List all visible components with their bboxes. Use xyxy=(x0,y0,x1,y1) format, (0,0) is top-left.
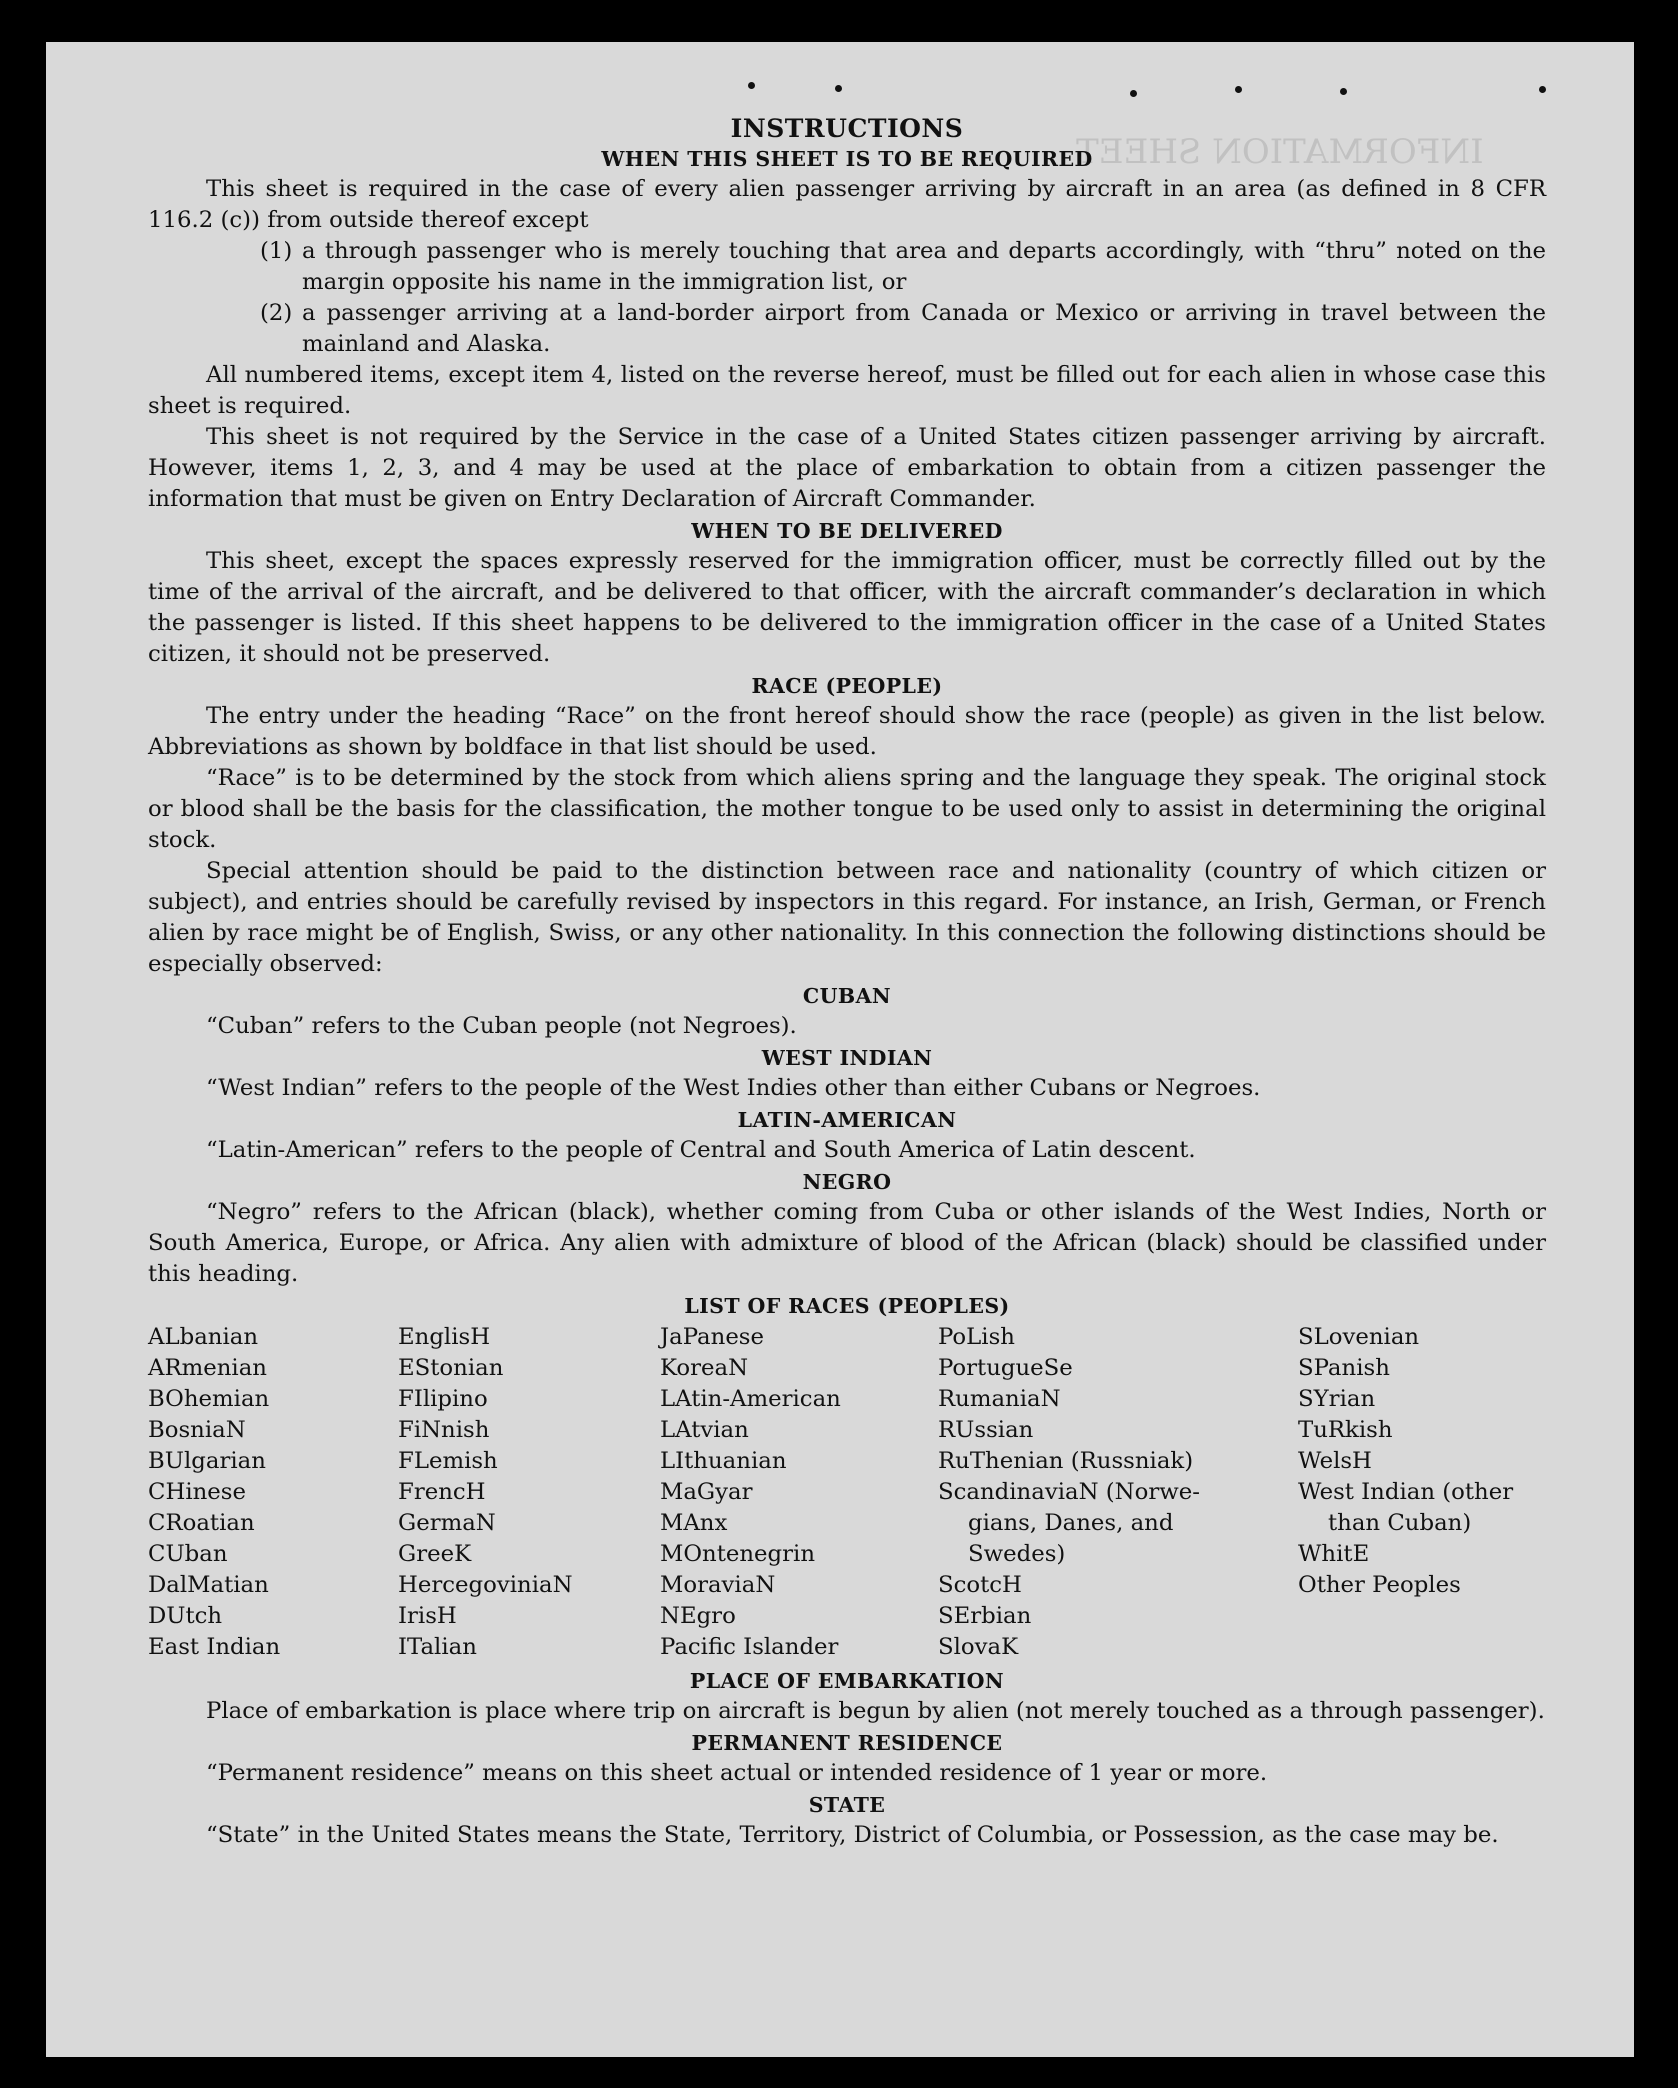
paragraph: This sheet is required in the case of every alien passenger arriving by aircraft in an area (as defined in 8 CFR 116.2 (c)) from outside thereof except xyxy=(148,176,1546,233)
races-list xyxy=(148,1322,1546,1663)
race-entry: EnglisH xyxy=(398,1324,491,1350)
races-column xyxy=(938,1322,1298,1663)
race-entry: FiNnish xyxy=(398,1417,490,1443)
punch-hole xyxy=(1130,90,1137,97)
race-entry-continued: gians, Danes, and xyxy=(968,1510,1174,1536)
race-entry: HercegoviniaN xyxy=(398,1572,573,1598)
race-entry: GreeK xyxy=(398,1541,472,1567)
paragraph: “Race” is to be determined by the stock from which aliens spring and the language they speak. The original stock or blood shall be the basis for the classification, the mother tongue to be used only to assist in determining the original stock. xyxy=(148,765,1546,853)
race-entry: SlovaK xyxy=(938,1634,1019,1660)
race-entry: RUssian xyxy=(938,1417,1034,1443)
race-entry: PoLish xyxy=(938,1324,1015,1350)
paragraph: Special attention should be paid to the distinction between race and nationality (country of which citizen or subject), and entries should be carefully revised by inspectors in this regard. For instance, an Irish, German, or French alien by race might be of English, Swiss, or any other nationality. In this connection the following distinctions should be especially observed: xyxy=(148,858,1546,977)
race-entry: BOhemian xyxy=(148,1386,270,1412)
punch-hole xyxy=(1235,86,1242,93)
races-column xyxy=(1298,1322,1546,1663)
item-number: (2) xyxy=(260,300,293,326)
race-entry: CHinese xyxy=(148,1479,246,1505)
race-entry: NEgro xyxy=(660,1603,736,1629)
race-entry: SErbian xyxy=(938,1603,1032,1629)
race-entry: LAtin-American xyxy=(660,1386,841,1412)
document-page xyxy=(46,42,1634,2057)
race-entry: JaPanese xyxy=(660,1324,764,1350)
paragraph: “Negro” refers to the African (black), whether coming from Cuba or other islands of the West Indies, North or South America, Europe, or Africa. Any alien with admixture of blood of the African (black) should be classified under this heading. xyxy=(148,1199,1546,1287)
race-entry: Pacific Islander xyxy=(660,1634,839,1660)
paragraph: “State” in the United States means the State, Territory, District of Columbia, or Possession, as the case may be. xyxy=(206,1822,1499,1848)
definition-text: “Cuban” refers to the Cuban people (not Negroes). xyxy=(206,1013,797,1039)
race-entry: MAnx xyxy=(660,1510,728,1536)
paragraph: The entry under the heading “Race” on the front hereof should show the race (people) as given in the list below. Abbreviations as shown by boldface in that list should be used. xyxy=(148,703,1546,760)
race-entry: CUban xyxy=(148,1541,228,1567)
list-item xyxy=(148,236,1546,298)
race-entry: WelsH xyxy=(1298,1448,1372,1474)
item-text: a passenger arriving at a land-border airport from Canada or Mexico or arriving in travel between the mainland and Alaska. xyxy=(302,300,1546,357)
race-entry: PortugueSe xyxy=(938,1355,1073,1381)
punch-hole xyxy=(835,85,842,92)
punch-hole xyxy=(1539,86,1546,93)
races-column xyxy=(148,1322,398,1663)
race-entry: GermaN xyxy=(398,1510,496,1536)
race-entry: ScandinaviaN (Norwe- xyxy=(938,1479,1200,1505)
section-heading-latin-american: LATIN-AMERICAN xyxy=(737,1108,957,1132)
races-column xyxy=(660,1322,938,1663)
section-heading-race: RACE (PEOPLE) xyxy=(751,674,943,698)
page-title: INSTRUCTIONS xyxy=(730,114,964,143)
races-column xyxy=(398,1322,660,1663)
race-entry: RumaniaN xyxy=(938,1386,1061,1412)
race-entry: MoraviaN xyxy=(660,1572,776,1598)
race-entry: Other Peoples xyxy=(1298,1572,1461,1598)
race-entry: DalMatian xyxy=(148,1572,269,1598)
race-entry: BosniaN xyxy=(148,1417,246,1443)
race-entry: IrisH xyxy=(398,1603,457,1629)
definition-text: “Permanent residence” means on this sheet actual or intended residence of 1 year or more. xyxy=(206,1760,1268,1786)
race-entry: CRoatian xyxy=(148,1510,255,1536)
section-heading-state: STATE xyxy=(808,1793,886,1817)
section-heading-embarkation: PLACE OF EMBARKATION xyxy=(689,1669,1005,1693)
section-heading-residence: PERMANENT RESIDENCE xyxy=(691,1731,1003,1755)
section-heading-cuban: CUBAN xyxy=(802,984,892,1008)
item-text: a through passenger who is merely touching that area and departs accordingly, with “thru” noted on the margin opposite his name in the immigration list, or xyxy=(302,238,1546,295)
race-entry: DUtch xyxy=(148,1603,223,1629)
definition-text: “West Indian” refers to the people of the West Indies other than either Cubans or Negroes. xyxy=(206,1075,1261,1101)
race-entry: SLovenian xyxy=(1298,1324,1420,1350)
race-entry: MOntenegrin xyxy=(660,1541,816,1567)
definition-text: “Latin-American” refers to the people of Central and South America of Latin descent. xyxy=(206,1137,1196,1163)
paragraph: Place of embarkation is place where trip on aircraft is begun by alien (not merely touched as a through passenger). xyxy=(206,1698,1545,1724)
item-number: (1) xyxy=(260,238,293,264)
race-entry: LIthuanian xyxy=(660,1448,787,1474)
punch-hole xyxy=(748,82,755,89)
bleed-through-heading: INFORMATION SHEET xyxy=(1076,132,1484,172)
race-entry: FrencH xyxy=(398,1479,486,1505)
race-entry-continued: than Cuban) xyxy=(1328,1510,1472,1536)
race-entry: West Indian (other xyxy=(1298,1479,1514,1505)
race-entry: MaGyar xyxy=(660,1479,753,1505)
race-entry-continued: Swedes) xyxy=(968,1541,1066,1567)
race-entry: ARmenian xyxy=(148,1355,267,1381)
race-entry: ALbanian xyxy=(148,1324,259,1350)
race-entry: FIlipino xyxy=(398,1386,488,1412)
section-heading-negro: NEGRO xyxy=(802,1170,892,1194)
paragraph: All numbered items, except item 4, listed on the reverse hereof, must be filled out for each alien in whose case this sheet is required. xyxy=(148,362,1546,419)
punch-hole xyxy=(1340,88,1347,95)
section-heading-west-indian: WEST INDIAN xyxy=(761,1046,933,1070)
race-entry: LAtvian xyxy=(660,1417,749,1443)
race-entry: KoreaN xyxy=(660,1355,749,1381)
race-entry: SYrian xyxy=(1298,1386,1376,1412)
section-heading-races-list: LIST OF RACES (PEOPLES) xyxy=(684,1294,1010,1318)
race-entry: ScotcH xyxy=(938,1572,1022,1598)
race-entry: ITalian xyxy=(398,1634,477,1660)
list-item xyxy=(148,298,1546,360)
section-heading-when-required: WHEN THIS SHEET IS TO BE REQUIRED xyxy=(601,147,1093,171)
instructions-content xyxy=(148,114,1546,1851)
race-entry: RuThenian (Russniak) xyxy=(938,1448,1194,1474)
race-entry: TuRkish xyxy=(1298,1417,1393,1443)
race-entry: BUlgarian xyxy=(148,1448,266,1474)
race-entry: WhitE xyxy=(1298,1541,1370,1567)
race-entry: East Indian xyxy=(148,1634,281,1660)
section-heading-when-delivered: WHEN TO BE DELIVERED xyxy=(691,519,1003,543)
paragraph: This sheet, except the spaces expressly reserved for the immigration officer, must be correctly filled out by the time of the arrival of the aircraft, and be delivered to that officer, with the aircraft commander’s declaration in which the passenger is listed. If this sheet happens to be delivered to the immigration officer in the case of a United States citizen, it should not be preserved. xyxy=(148,548,1546,667)
race-entry: SPanish xyxy=(1298,1355,1390,1381)
race-entry: EStonian xyxy=(398,1355,504,1381)
paragraph: This sheet is not required by the Service in the case of a United States citizen passenger arriving by aircraft. However, items 1, 2, 3, and 4 may be used at the place of embarkation to obtain from a citizen passenger the information that must be given on Entry Declaration of Aircraft Commander. xyxy=(148,424,1546,512)
race-entry: FLemish xyxy=(398,1448,498,1474)
